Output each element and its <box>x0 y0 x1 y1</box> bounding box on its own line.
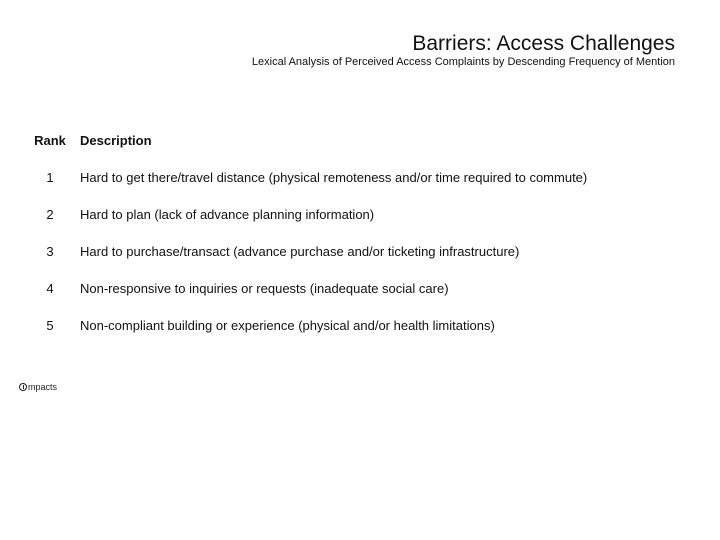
rank-cell: 4 <box>46 281 54 296</box>
impacts-logo <box>19 381 57 393</box>
table-row <box>0 205 720 242</box>
table-row <box>0 168 720 205</box>
rank-cell: 3 <box>46 244 54 259</box>
description-cell: Hard to get there/travel distance (physical remoteness and/or time required to commute) <box>80 170 588 185</box>
rank-cell: 2 <box>46 207 54 222</box>
table-row <box>0 316 720 353</box>
rank-cell: 5 <box>46 318 54 333</box>
slide-subtitle: Lexical Analysis of Perceived Access Complaints by Descending Frequency of Mention <box>251 56 675 68</box>
rank-cell: 1 <box>46 170 54 185</box>
slide-title: Barriers: Access Challenges <box>412 32 675 55</box>
description-cell: Non-compliant building or experience (physical and/or health limitations) <box>80 318 495 333</box>
description-column-header: Description <box>80 133 152 148</box>
description-cell: Hard to purchase/transact (advance purchase and/or ticketing infrastructure) <box>80 244 520 259</box>
impacts-logo-icon <box>19 383 27 391</box>
description-cell: Non-responsive to inquiries or requests (inadequate social care) <box>80 281 449 296</box>
logo-text: mpacts <box>28 382 58 392</box>
description-cell: Hard to plan (lack of advance planning information) <box>80 207 375 222</box>
ranking-table <box>0 131 720 353</box>
table-row <box>0 279 720 316</box>
rank-column-header: Rank <box>34 133 66 148</box>
table-row <box>0 242 720 279</box>
table-header-row <box>0 131 720 168</box>
